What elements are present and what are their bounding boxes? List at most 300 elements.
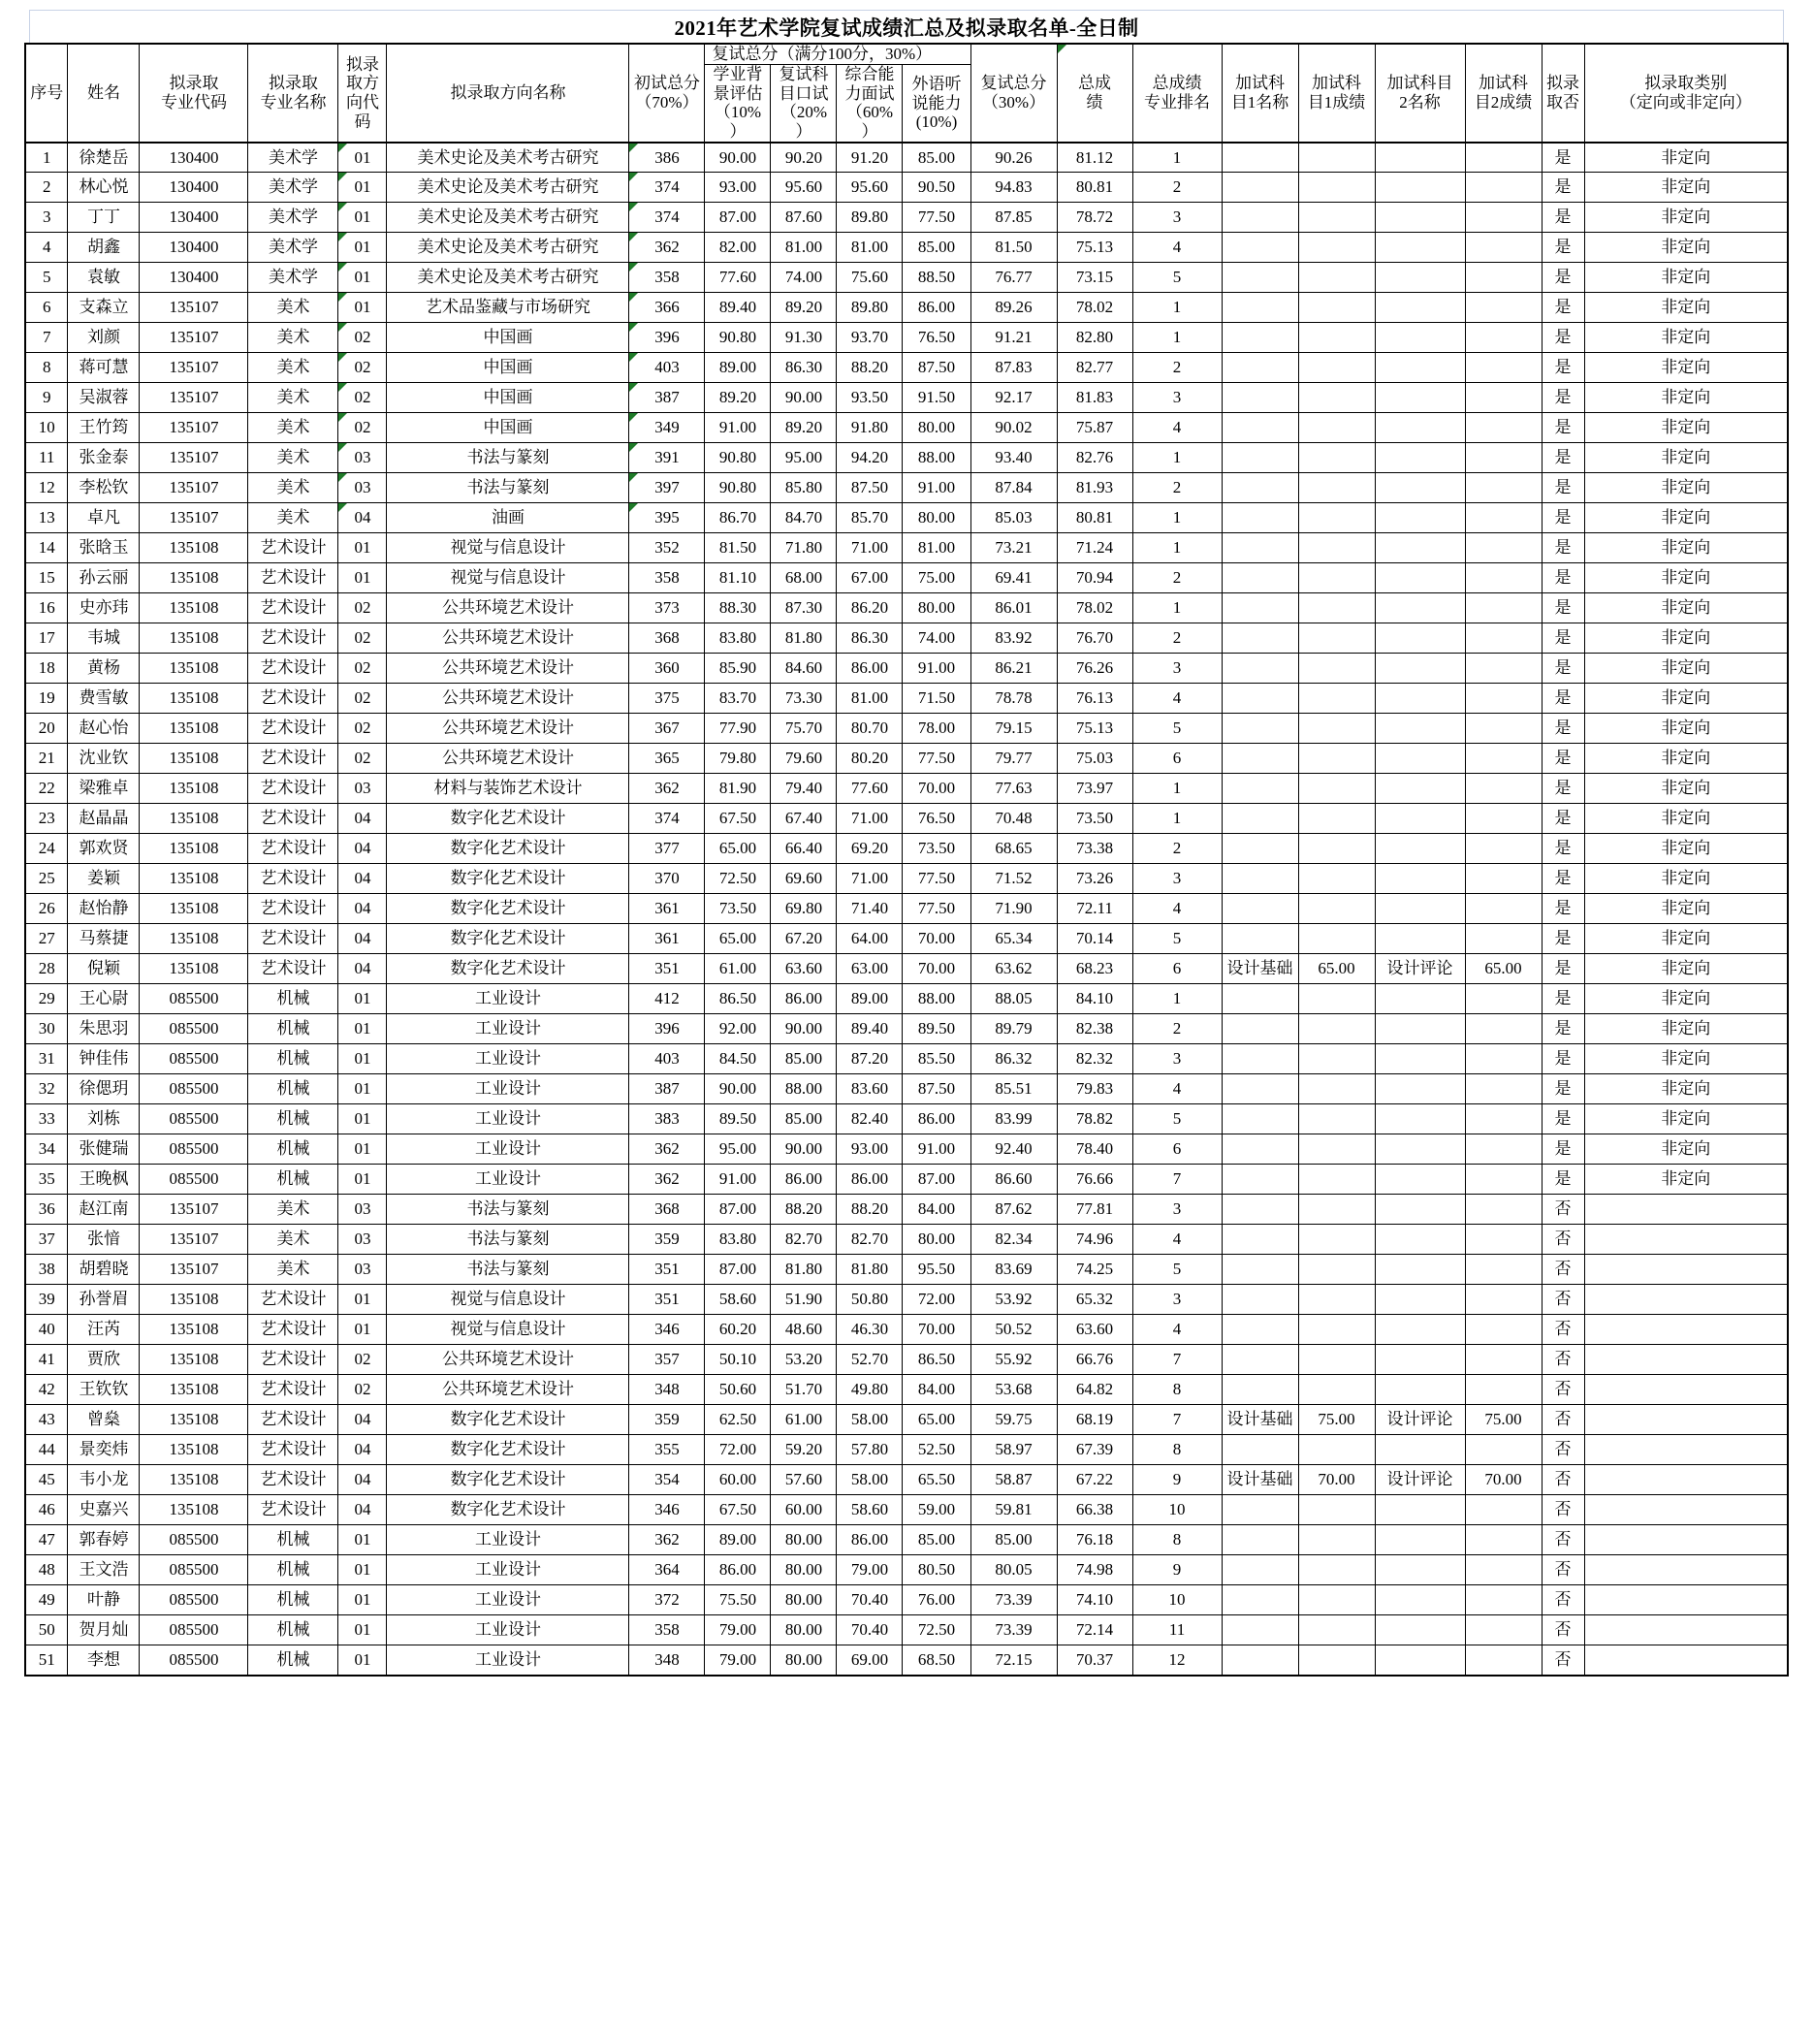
cell-extra2-name xyxy=(1375,864,1465,894)
cell-foreign-language: 85.50 xyxy=(903,1044,970,1074)
cell-foreign-language: 59.00 xyxy=(903,1495,970,1525)
cell-academic-background: 85.90 xyxy=(705,654,771,684)
cell-extra2-score xyxy=(1465,233,1542,263)
cell-foreign-language: 86.50 xyxy=(903,1345,970,1375)
cell-category xyxy=(1584,1315,1788,1345)
cell-direction-name: 工业设计 xyxy=(387,1525,629,1555)
cell-seq: 25 xyxy=(25,864,68,894)
cell-direction-code: 02 xyxy=(338,383,387,413)
cell-extra2-name xyxy=(1375,233,1465,263)
cell-extra2-score xyxy=(1465,503,1542,533)
cell-seq: 9 xyxy=(25,383,68,413)
cell-first-exam-total: 362 xyxy=(629,233,705,263)
cell-extra2-score xyxy=(1465,1074,1542,1104)
cell-extra2-name: 设计评论 xyxy=(1375,1465,1465,1495)
cell-extra1-name xyxy=(1222,563,1298,593)
table-row xyxy=(25,894,1788,924)
cell-category: 非定向 xyxy=(1584,804,1788,834)
cell-name: 王文浩 xyxy=(68,1555,140,1585)
cell-academic-background: 73.50 xyxy=(705,894,771,924)
cell-direction-name: 公共环境艺术设计 xyxy=(387,654,629,684)
cell-admitted: 否 xyxy=(1542,1225,1584,1255)
cell-academic-background: 81.90 xyxy=(705,774,771,804)
cell-extra1-score xyxy=(1298,173,1375,203)
cell-major-code: 135108 xyxy=(140,1405,248,1435)
table-row xyxy=(25,1555,1788,1585)
cell-retest-total: 78.78 xyxy=(970,684,1057,714)
cell-oral-exam: 85.00 xyxy=(771,1104,837,1134)
cell-extra1-score xyxy=(1298,233,1375,263)
cell-major-name: 艺术设计 xyxy=(248,654,338,684)
cell-major-code: 085500 xyxy=(140,1104,248,1134)
cell-first-exam-total: 368 xyxy=(629,1195,705,1225)
cell-admitted: 否 xyxy=(1542,1345,1584,1375)
cell-extra2-score xyxy=(1465,1525,1542,1555)
cell-extra2-score xyxy=(1465,593,1542,623)
cell-seq: 32 xyxy=(25,1074,68,1104)
cell-extra1-name xyxy=(1222,1104,1298,1134)
cell-seq: 6 xyxy=(25,293,68,323)
cell-admitted: 是 xyxy=(1542,413,1584,443)
cell-extra2-name xyxy=(1375,744,1465,774)
cell-major-rank: 4 xyxy=(1132,233,1222,263)
cell-retest-total: 63.62 xyxy=(970,954,1057,984)
cell-direction-code: 01 xyxy=(338,1014,387,1044)
cell-admitted: 是 xyxy=(1542,1104,1584,1134)
cell-oral-exam: 90.00 xyxy=(771,1014,837,1044)
cell-major-name: 美术 xyxy=(248,383,338,413)
cell-category: 非定向 xyxy=(1584,233,1788,263)
cell-retest-total: 89.79 xyxy=(970,1014,1057,1044)
cell-name: 卓凡 xyxy=(68,503,140,533)
cell-major-rank: 8 xyxy=(1132,1435,1222,1465)
cell-retest-total: 92.40 xyxy=(970,1134,1057,1165)
cell-first-exam-total: 358 xyxy=(629,563,705,593)
cell-retest-total: 53.68 xyxy=(970,1375,1057,1405)
cell-major-rank: 1 xyxy=(1132,533,1222,563)
cell-grand-total: 81.12 xyxy=(1057,143,1132,173)
cell-direction-code: 03 xyxy=(338,1255,387,1285)
cell-category: 非定向 xyxy=(1584,473,1788,503)
cell-major-name: 机械 xyxy=(248,984,338,1014)
cell-category xyxy=(1584,1495,1788,1525)
cell-grand-total: 78.02 xyxy=(1057,593,1132,623)
cell-admitted: 是 xyxy=(1542,623,1584,654)
cell-extra2-score xyxy=(1465,774,1542,804)
cell-academic-background: 90.80 xyxy=(705,443,771,473)
cell-major-name: 美术 xyxy=(248,503,338,533)
cell-grand-total: 66.76 xyxy=(1057,1345,1132,1375)
cell-direction-name: 数字化艺术设计 xyxy=(387,864,629,894)
cell-direction-name: 视觉与信息设计 xyxy=(387,1285,629,1315)
cell-first-exam-total: 362 xyxy=(629,1525,705,1555)
col-header-first-exam-total: 初试总分 （70%） xyxy=(629,44,705,143)
cell-extra2-score xyxy=(1465,413,1542,443)
cell-retest-total: 68.65 xyxy=(970,834,1057,864)
cell-extra2-name xyxy=(1375,684,1465,714)
cell-first-exam-total: 359 xyxy=(629,1405,705,1435)
cell-extra2-name xyxy=(1375,263,1465,293)
cell-major-code: 135107 xyxy=(140,413,248,443)
cell-extra1-name xyxy=(1222,623,1298,654)
cell-admitted: 是 xyxy=(1542,563,1584,593)
cell-extra1-name xyxy=(1222,143,1298,173)
cell-seq: 30 xyxy=(25,1014,68,1044)
cell-foreign-language: 78.00 xyxy=(903,714,970,744)
cell-academic-background: 65.00 xyxy=(705,924,771,954)
cell-grand-total: 73.26 xyxy=(1057,864,1132,894)
cell-major-code: 135108 xyxy=(140,1285,248,1315)
header-group-row xyxy=(25,44,1788,65)
cell-direction-name: 书法与篆刻 xyxy=(387,1225,629,1255)
cell-extra1-score xyxy=(1298,1044,1375,1074)
table-row xyxy=(25,413,1788,443)
cell-name: 史嘉兴 xyxy=(68,1495,140,1525)
cell-academic-background: 89.40 xyxy=(705,293,771,323)
cell-extra1-name xyxy=(1222,1255,1298,1285)
cell-category: 非定向 xyxy=(1584,954,1788,984)
table-row xyxy=(25,143,1788,173)
cell-admitted: 是 xyxy=(1542,383,1584,413)
cell-foreign-language: 80.00 xyxy=(903,413,970,443)
cell-major-name: 美术 xyxy=(248,443,338,473)
cell-name: 袁敏 xyxy=(68,263,140,293)
cell-seq: 34 xyxy=(25,1134,68,1165)
cell-oral-exam: 61.00 xyxy=(771,1405,837,1435)
cell-name: 支森立 xyxy=(68,293,140,323)
cell-grand-total: 78.40 xyxy=(1057,1134,1132,1165)
cell-academic-background: 72.00 xyxy=(705,1435,771,1465)
cell-first-exam-total: 375 xyxy=(629,684,705,714)
table-row xyxy=(25,1495,1788,1525)
cell-major-rank: 5 xyxy=(1132,1255,1222,1285)
cell-direction-name: 油画 xyxy=(387,503,629,533)
cell-direction-code: 04 xyxy=(338,1435,387,1465)
cell-oral-exam: 86.00 xyxy=(771,1165,837,1195)
cell-extra2-name xyxy=(1375,1104,1465,1134)
cell-admitted: 是 xyxy=(1542,353,1584,383)
cell-extra1-name xyxy=(1222,894,1298,924)
table-body xyxy=(25,143,1788,1676)
cell-comprehensive-interview: 58.60 xyxy=(837,1495,903,1525)
cell-seq: 22 xyxy=(25,774,68,804)
cell-foreign-language: 77.50 xyxy=(903,864,970,894)
cell-foreign-language: 86.00 xyxy=(903,1104,970,1134)
cell-academic-background: 75.50 xyxy=(705,1585,771,1615)
cell-extra2-name xyxy=(1375,533,1465,563)
cell-retest-total: 89.26 xyxy=(970,293,1057,323)
cell-extra2-name xyxy=(1375,593,1465,623)
cell-extra2-name xyxy=(1375,1044,1465,1074)
cell-extra1-name xyxy=(1222,473,1298,503)
cell-academic-background: 91.00 xyxy=(705,1165,771,1195)
cell-extra2-name: 设计评论 xyxy=(1375,1405,1465,1435)
cell-foreign-language: 87.50 xyxy=(903,1074,970,1104)
cell-name: 王钦钦 xyxy=(68,1375,140,1405)
cell-extra1-name xyxy=(1222,864,1298,894)
cell-seq: 48 xyxy=(25,1555,68,1585)
cell-extra2-name xyxy=(1375,1285,1465,1315)
cell-extra1-score xyxy=(1298,1435,1375,1465)
cell-extra2-score xyxy=(1465,744,1542,774)
cell-major-code: 130400 xyxy=(140,143,248,173)
cell-extra2-score xyxy=(1465,984,1542,1014)
cell-major-name: 艺术设计 xyxy=(248,533,338,563)
cell-direction-name: 数字化艺术设计 xyxy=(387,954,629,984)
cell-extra1-score xyxy=(1298,744,1375,774)
cell-major-code: 135108 xyxy=(140,533,248,563)
cell-name: 李松钦 xyxy=(68,473,140,503)
cell-direction-code: 01 xyxy=(338,1525,387,1555)
cell-extra2-name xyxy=(1375,173,1465,203)
cell-foreign-language: 91.00 xyxy=(903,1134,970,1165)
cell-comprehensive-interview: 71.40 xyxy=(837,894,903,924)
cell-direction-name: 公共环境艺术设计 xyxy=(387,593,629,623)
cell-category: 非定向 xyxy=(1584,864,1788,894)
table-row xyxy=(25,563,1788,593)
cell-first-exam-total: 403 xyxy=(629,1044,705,1074)
cell-major-rank: 5 xyxy=(1132,1104,1222,1134)
cell-oral-exam: 68.00 xyxy=(771,563,837,593)
cell-extra2-score xyxy=(1465,1435,1542,1465)
cell-first-exam-total: 360 xyxy=(629,654,705,684)
cell-extra2-name xyxy=(1375,443,1465,473)
cell-extra2-name xyxy=(1375,1225,1465,1255)
cell-direction-name: 公共环境艺术设计 xyxy=(387,623,629,654)
cell-direction-name: 美术史论及美术考古研究 xyxy=(387,173,629,203)
cell-first-exam-total: 346 xyxy=(629,1495,705,1525)
cell-extra2-score xyxy=(1465,323,1542,353)
col-header-admitted: 拟录 取否 xyxy=(1542,44,1584,143)
cell-major-rank: 1 xyxy=(1132,143,1222,173)
cell-academic-background: 82.00 xyxy=(705,233,771,263)
cell-retest-total: 72.15 xyxy=(970,1645,1057,1676)
cell-extra1-score xyxy=(1298,323,1375,353)
cell-academic-background: 60.00 xyxy=(705,1465,771,1495)
cell-name: 韦城 xyxy=(68,623,140,654)
cell-major-rank: 2 xyxy=(1132,623,1222,654)
cell-direction-name: 视觉与信息设计 xyxy=(387,1315,629,1345)
cell-category: 非定向 xyxy=(1584,1014,1788,1044)
cell-extra1-score xyxy=(1298,1165,1375,1195)
document-title-bar xyxy=(29,10,1784,43)
cell-extra2-score xyxy=(1465,1044,1542,1074)
cell-extra1-name xyxy=(1222,1134,1298,1165)
cell-extra1-score xyxy=(1298,503,1375,533)
cell-first-exam-total: 403 xyxy=(629,353,705,383)
cell-extra2-score xyxy=(1465,1195,1542,1225)
cell-foreign-language: 70.00 xyxy=(903,774,970,804)
cell-seq: 7 xyxy=(25,323,68,353)
cell-oral-exam: 87.30 xyxy=(771,593,837,623)
cell-comprehensive-interview: 86.20 xyxy=(837,593,903,623)
cell-oral-exam: 66.40 xyxy=(771,834,837,864)
cell-extra2-score xyxy=(1465,1255,1542,1285)
cell-extra1-score xyxy=(1298,804,1375,834)
cell-direction-code: 01 xyxy=(338,203,387,233)
cell-category: 非定向 xyxy=(1584,443,1788,473)
cell-seq: 17 xyxy=(25,623,68,654)
cell-extra1-name xyxy=(1222,293,1298,323)
cell-direction-name: 工业设计 xyxy=(387,1104,629,1134)
table-row xyxy=(25,1195,1788,1225)
cell-major-name: 艺术设计 xyxy=(248,563,338,593)
cell-retest-total: 71.90 xyxy=(970,894,1057,924)
cell-grand-total: 74.25 xyxy=(1057,1255,1132,1285)
table-row xyxy=(25,1405,1788,1435)
cell-grand-total: 76.66 xyxy=(1057,1165,1132,1195)
cell-extra2-score xyxy=(1465,173,1542,203)
cell-admitted: 否 xyxy=(1542,1615,1584,1645)
cell-academic-background: 86.70 xyxy=(705,503,771,533)
cell-extra1-name xyxy=(1222,503,1298,533)
cell-seq: 14 xyxy=(25,533,68,563)
col-header-category: 拟录取类别 （定向或非定向） xyxy=(1584,44,1788,143)
cell-grand-total: 75.13 xyxy=(1057,233,1132,263)
cell-major-name: 美术 xyxy=(248,353,338,383)
cell-major-rank: 5 xyxy=(1132,263,1222,293)
cell-category: 非定向 xyxy=(1584,1165,1788,1195)
cell-extra2-name xyxy=(1375,894,1465,924)
cell-comprehensive-interview: 91.20 xyxy=(837,143,903,173)
cell-category: 非定向 xyxy=(1584,383,1788,413)
cell-comprehensive-interview: 85.70 xyxy=(837,503,903,533)
cell-major-code: 135108 xyxy=(140,714,248,744)
cell-first-exam-total: 387 xyxy=(629,1074,705,1104)
cell-grand-total: 70.14 xyxy=(1057,924,1132,954)
table-row xyxy=(25,804,1788,834)
cell-major-code: 135107 xyxy=(140,323,248,353)
cell-direction-code: 01 xyxy=(338,984,387,1014)
col-header-grand-total: 总成 绩 xyxy=(1057,44,1132,143)
cell-major-code: 135108 xyxy=(140,774,248,804)
cell-extra2-name xyxy=(1375,1074,1465,1104)
cell-oral-exam: 67.20 xyxy=(771,924,837,954)
cell-oral-exam: 74.00 xyxy=(771,263,837,293)
cell-extra1-name xyxy=(1222,1645,1298,1676)
cell-name: 张金泰 xyxy=(68,443,140,473)
cell-foreign-language: 91.50 xyxy=(903,383,970,413)
cell-admitted: 是 xyxy=(1542,834,1584,864)
cell-academic-background: 90.00 xyxy=(705,143,771,173)
cell-direction-code: 04 xyxy=(338,894,387,924)
cell-grand-total: 73.50 xyxy=(1057,804,1132,834)
cell-direction-code: 04 xyxy=(338,804,387,834)
cell-extra1-name xyxy=(1222,1435,1298,1465)
cell-major-rank: 8 xyxy=(1132,1525,1222,1555)
cell-major-rank: 3 xyxy=(1132,1044,1222,1074)
cell-retest-total: 79.77 xyxy=(970,744,1057,774)
cell-comprehensive-interview: 75.60 xyxy=(837,263,903,293)
cell-extra2-score xyxy=(1465,383,1542,413)
cell-first-exam-total: 357 xyxy=(629,1345,705,1375)
cell-retest-total: 73.39 xyxy=(970,1585,1057,1615)
table-row xyxy=(25,1435,1788,1465)
cell-major-code: 085500 xyxy=(140,984,248,1014)
cell-extra1-name xyxy=(1222,593,1298,623)
cell-foreign-language: 95.50 xyxy=(903,1255,970,1285)
table-header xyxy=(25,44,1788,143)
cell-direction-name: 中国画 xyxy=(387,383,629,413)
table-row xyxy=(25,1225,1788,1255)
cell-admitted: 是 xyxy=(1542,293,1584,323)
cell-major-name: 艺术设计 xyxy=(248,804,338,834)
cell-major-name: 美术学 xyxy=(248,143,338,173)
cell-category xyxy=(1584,1435,1788,1465)
cell-retest-total: 59.81 xyxy=(970,1495,1057,1525)
cell-admitted: 是 xyxy=(1542,143,1584,173)
cell-extra2-score xyxy=(1465,263,1542,293)
cell-foreign-language: 85.00 xyxy=(903,1525,970,1555)
cell-extra1-score xyxy=(1298,1375,1375,1405)
cell-category: 非定向 xyxy=(1584,503,1788,533)
cell-category: 非定向 xyxy=(1584,924,1788,954)
cell-admitted: 是 xyxy=(1542,1014,1584,1044)
cell-direction-name: 视觉与信息设计 xyxy=(387,563,629,593)
cell-extra2-name: 设计评论 xyxy=(1375,954,1465,984)
cell-extra2-score xyxy=(1465,714,1542,744)
cell-extra2-score xyxy=(1465,203,1542,233)
cell-academic-background: 72.50 xyxy=(705,864,771,894)
cell-name: 沈业钦 xyxy=(68,744,140,774)
cell-comprehensive-interview: 87.20 xyxy=(837,1044,903,1074)
cell-major-rank: 4 xyxy=(1132,1074,1222,1104)
cell-category: 非定向 xyxy=(1584,293,1788,323)
cell-grand-total: 75.87 xyxy=(1057,413,1132,443)
cell-direction-name: 美术史论及美术考古研究 xyxy=(387,263,629,293)
cell-extra2-score xyxy=(1465,143,1542,173)
cell-comprehensive-interview: 63.00 xyxy=(837,954,903,984)
cell-oral-exam: 90.00 xyxy=(771,383,837,413)
cell-extra1-name xyxy=(1222,684,1298,714)
cell-extra2-score xyxy=(1465,804,1542,834)
cell-extra2-score xyxy=(1465,1285,1542,1315)
table-row xyxy=(25,984,1788,1014)
cell-academic-background: 65.00 xyxy=(705,834,771,864)
col-header-name: 姓名 xyxy=(68,44,140,143)
cell-extra1-score xyxy=(1298,563,1375,593)
cell-direction-code: 02 xyxy=(338,684,387,714)
cell-category xyxy=(1584,1405,1788,1435)
cell-direction-code: 04 xyxy=(338,834,387,864)
cell-name: 倪颖 xyxy=(68,954,140,984)
cell-oral-exam: 57.60 xyxy=(771,1465,837,1495)
cell-major-rank: 3 xyxy=(1132,864,1222,894)
table-row xyxy=(25,203,1788,233)
cell-first-exam-total: 397 xyxy=(629,473,705,503)
cell-extra1-name xyxy=(1222,774,1298,804)
cell-extra2-score xyxy=(1465,353,1542,383)
cell-comprehensive-interview: 83.60 xyxy=(837,1074,903,1104)
cell-extra2-score: 65.00 xyxy=(1465,954,1542,984)
cell-name: 丁丁 xyxy=(68,203,140,233)
table-row xyxy=(25,593,1788,623)
table-row xyxy=(25,1014,1788,1044)
cell-extra1-name xyxy=(1222,353,1298,383)
cell-grand-total: 74.98 xyxy=(1057,1555,1132,1585)
cell-major-name: 美术学 xyxy=(248,173,338,203)
cell-direction-name: 工业设计 xyxy=(387,1555,629,1585)
cell-seq: 23 xyxy=(25,804,68,834)
cell-extra2-name xyxy=(1375,293,1465,323)
cell-extra2-name xyxy=(1375,1615,1465,1645)
cell-grand-total: 78.72 xyxy=(1057,203,1132,233)
cell-extra1-score xyxy=(1298,864,1375,894)
cell-first-exam-total: 362 xyxy=(629,774,705,804)
cell-category xyxy=(1584,1195,1788,1225)
cell-direction-name: 数字化艺术设计 xyxy=(387,804,629,834)
cell-comprehensive-interview: 93.70 xyxy=(837,323,903,353)
